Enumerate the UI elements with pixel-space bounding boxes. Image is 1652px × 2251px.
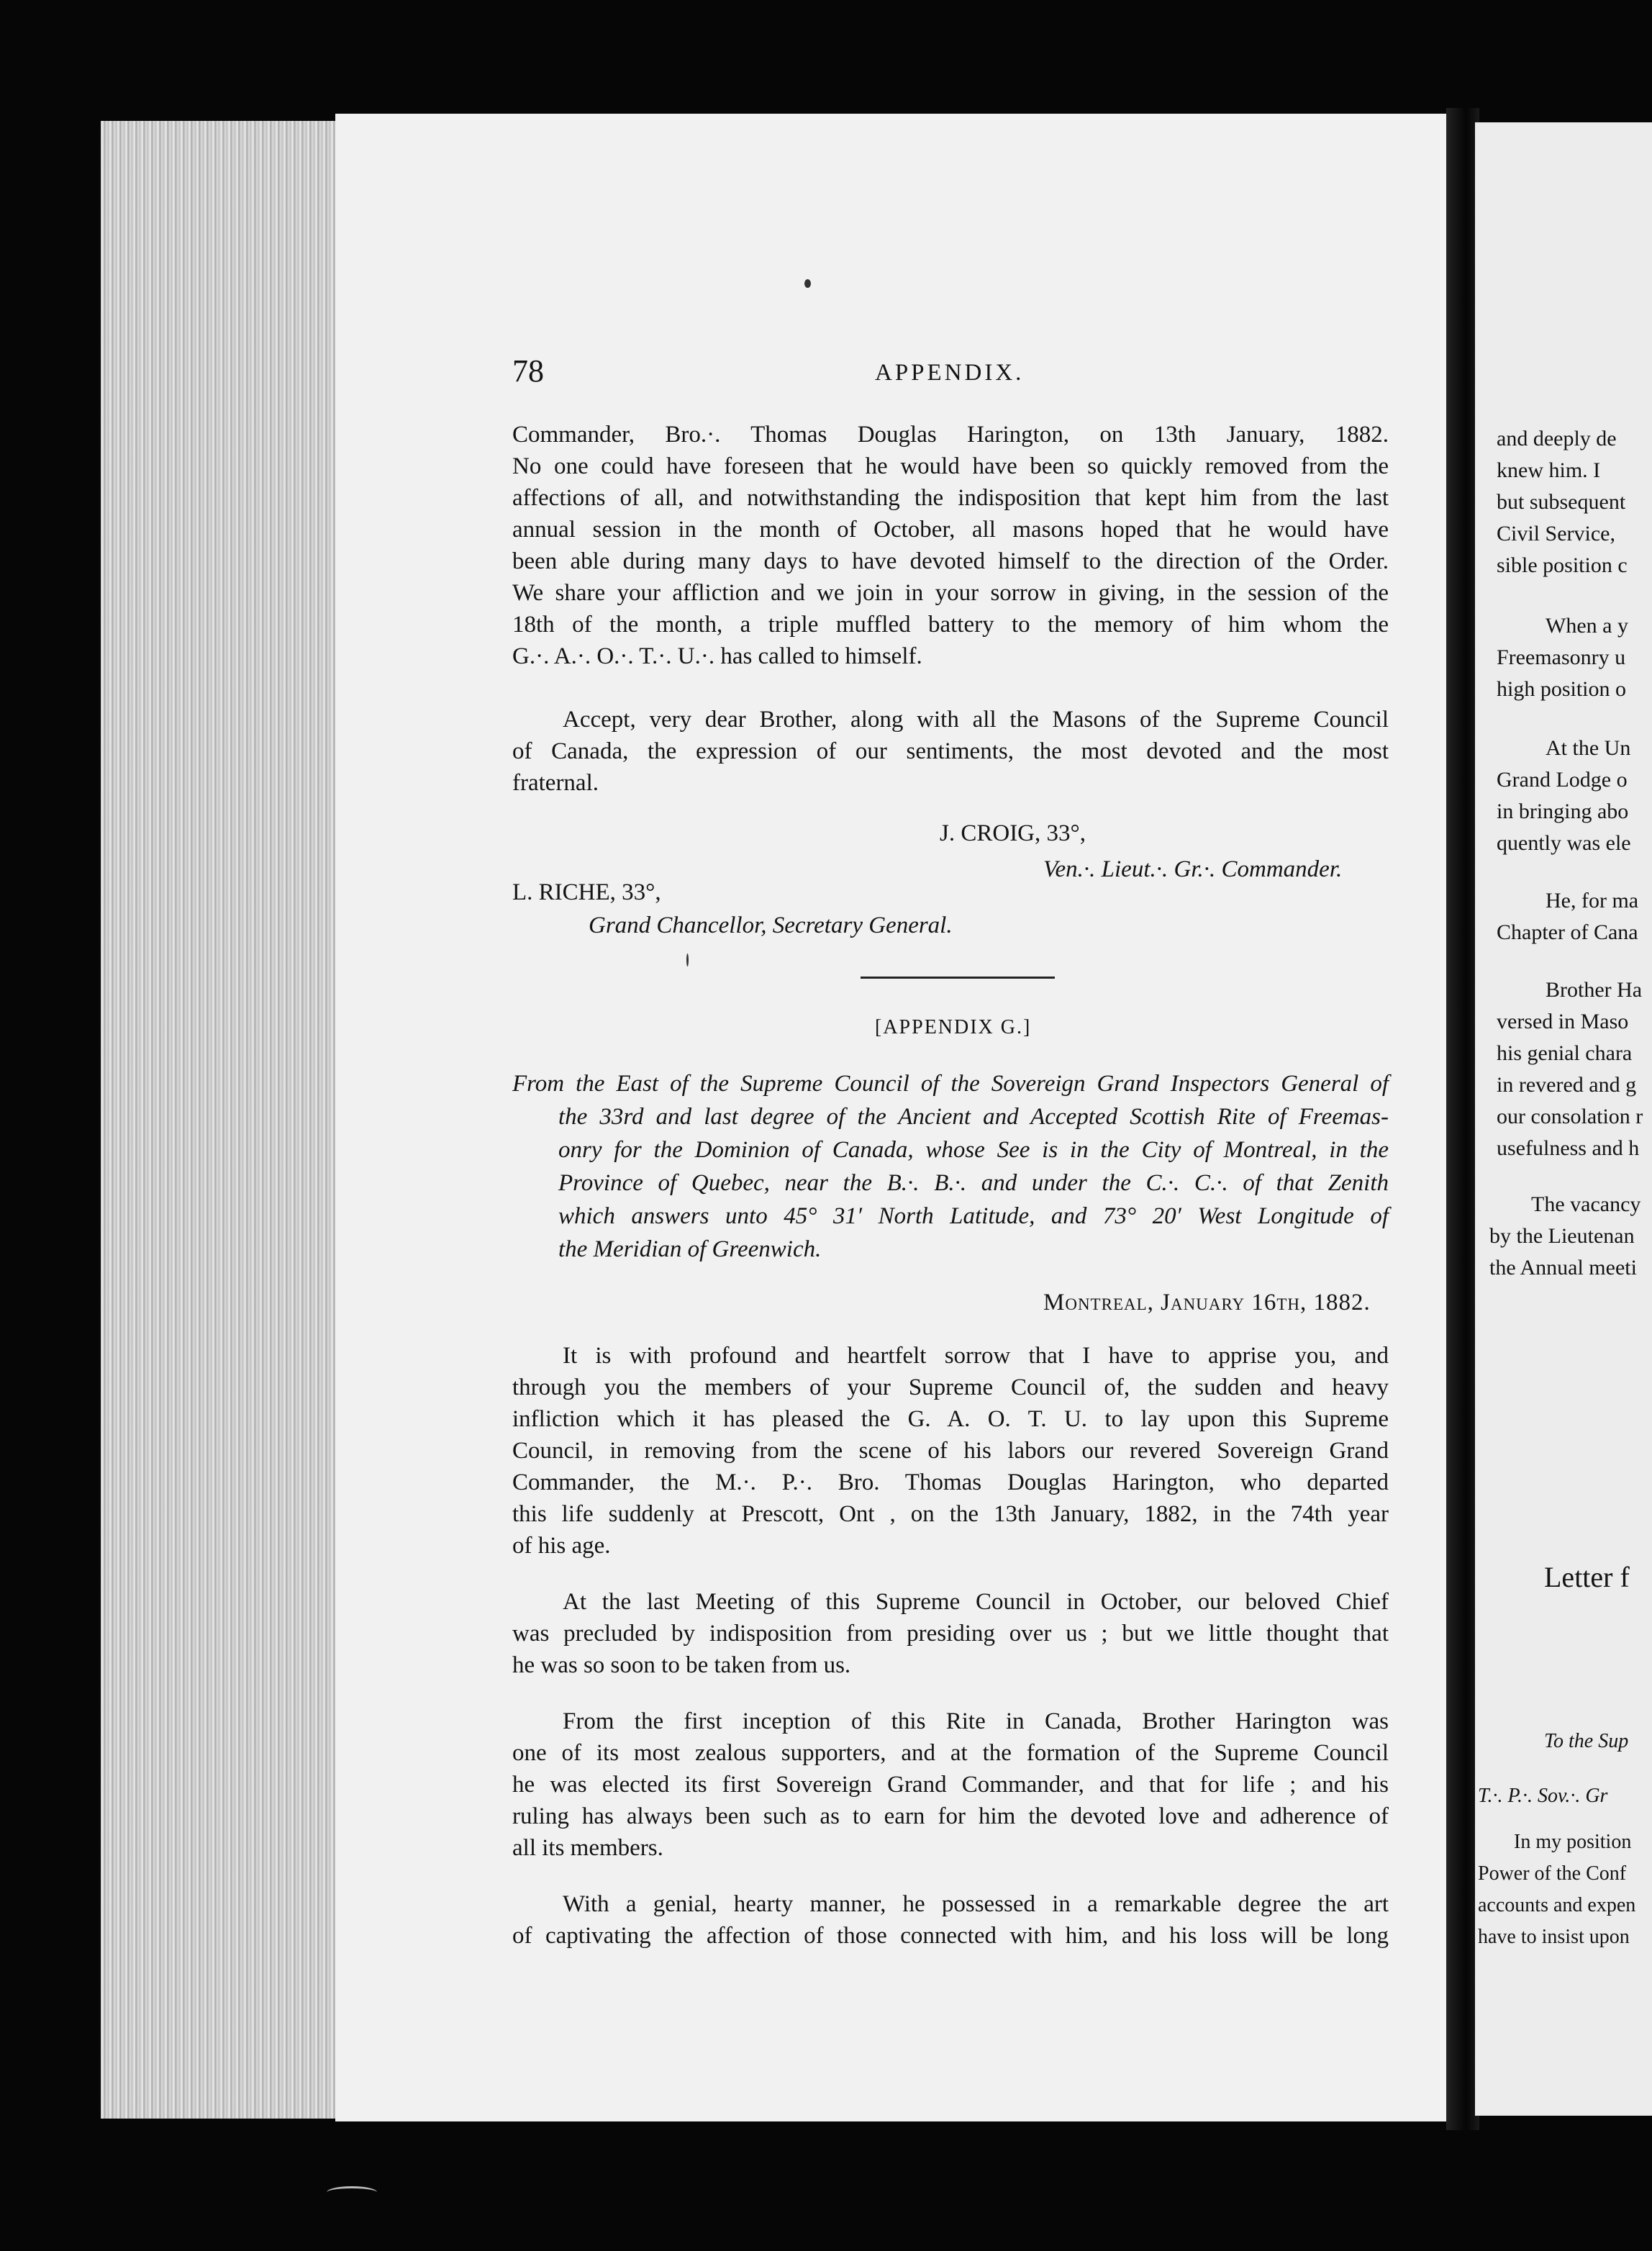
right-page-line: his genial chara xyxy=(1497,1041,1633,1065)
right-page-line: in bringing abo xyxy=(1497,800,1629,823)
body-line: Commander, the M.·. P.·. Bro. Thomas Douglas Harington, who departed xyxy=(512,1469,1389,1495)
body-line: Council, in removing from the scene of his labors our revered Sovereign Grand xyxy=(512,1438,1389,1464)
right-page-line: accounts and expen xyxy=(1478,1894,1636,1916)
body-line: of his age. xyxy=(512,1533,611,1559)
letter-line: affections of all, and notwithstanding the indisposition that kept him from the last xyxy=(512,485,1389,511)
letter-line: No one could have foreseen that he would have been so quickly removed from the xyxy=(512,453,1389,479)
right-page-line: our consolation r xyxy=(1497,1105,1643,1128)
letter-line: annual session in the month of October, all masons hoped that he would have xyxy=(512,517,1389,543)
right-page-line: the Annual meeti xyxy=(1489,1256,1637,1280)
right-page-line: Grand Lodge o xyxy=(1497,768,1628,792)
body-line: he was elected its first Sovereign Grand Commander, and that for life ; and his xyxy=(512,1772,1389,1798)
body-line: this life suddenly at Prescott, Ont , on the 13th January, 1882, in the 74th year xyxy=(512,1501,1389,1527)
right-page-line: Brother Ha xyxy=(1546,978,1643,1002)
right-page-line: usefulness and h xyxy=(1497,1136,1640,1160)
right-page-line: He, for ma xyxy=(1546,889,1639,912)
body-line: From the first inception of this Rite in Canada, Brother Harington was xyxy=(563,1708,1389,1734)
right-page-line: The vacancy xyxy=(1531,1192,1641,1216)
right-page-heading: Letter f xyxy=(1544,1561,1630,1593)
right-page-line: high position o xyxy=(1497,677,1627,701)
letter-line: G.·. A.·. O.·. T.·. U.·. has called to himself. xyxy=(512,643,922,669)
right-page-line: have to insist upon xyxy=(1478,1926,1630,1948)
from-line: which answers unto 45° 31′ North Latitude, and 73° 20′ West Longitude of xyxy=(558,1203,1389,1229)
right-page-line: but subsequent xyxy=(1497,490,1626,514)
from-line: the 33rd and last degree of the Ancient and Accepted Scottish Rite of Freemas- xyxy=(558,1104,1389,1130)
letter-line: We share your affliction and we join in your sorrow in giving, in the session of the xyxy=(512,580,1389,606)
right-page-line: and deeply de xyxy=(1497,427,1617,450)
body-line: of captivating the affection of those connected with him, and his loss will be long xyxy=(512,1923,1389,1949)
letter-line: Commander, Bro.·. Thomas Douglas Harington, on 13th January, 1882. xyxy=(512,422,1389,448)
letter-line: 18th of the month, a triple muffled battery to the memory of him whom the xyxy=(512,612,1389,638)
right-page-line: quently was ele xyxy=(1497,831,1631,855)
right-page-text xyxy=(1475,122,1652,2116)
page-number: 78 xyxy=(512,353,544,389)
accept-line: of Canada, the expression of our sentiments, the most devoted and the most xyxy=(512,738,1389,764)
page-edges xyxy=(101,121,338,2119)
body-line: infliction which it has pleased the G. A. O. T. U. to lay upon this Supreme xyxy=(512,1406,1389,1432)
appendix-heading: [APPENDIX G.] xyxy=(875,1016,1032,1038)
right-page-line: Chapter of Cana xyxy=(1497,920,1638,944)
body-line: At the last Meeting of this Supreme Council in October, our beloved Chief xyxy=(563,1589,1389,1615)
signature-croig-title: Ven.·. Lieut.·. Gr.·. Commander. xyxy=(1043,856,1343,882)
signature-croig: J. CROIG, 33°, xyxy=(940,820,1086,846)
right-page-line: by the Lieutenan xyxy=(1489,1224,1635,1248)
from-line: onry for the Dominion of Canada, whose See is in the City of Montreal, in the xyxy=(558,1137,1389,1163)
right-page-line: knew him. I xyxy=(1497,458,1601,482)
letter-line: been able during many days to have devoted himself to the direction of the Order. xyxy=(512,548,1389,574)
from-line: From the East of the Supreme Council of the Sovereign Grand Inspectors General of xyxy=(512,1071,1389,1097)
accept-line: fraternal. xyxy=(512,770,599,796)
dateline: Montreal, January 16th, 1882. xyxy=(1043,1290,1371,1315)
film-scratch xyxy=(327,2186,377,2198)
right-page-line: When a y xyxy=(1546,614,1628,638)
body-line: he was so soon to be taken from us. xyxy=(512,1652,851,1678)
body-line: ruling has always been such as to earn for him the devoted love and adherence of xyxy=(512,1803,1389,1829)
right-page-line: sible position c xyxy=(1497,553,1628,577)
right-page-line: At the Un xyxy=(1546,736,1631,760)
right-page-line: In my position xyxy=(1514,1831,1632,1853)
right-page-line: Civil Service, xyxy=(1497,522,1615,545)
right-page-line: Power of the Conf xyxy=(1478,1862,1627,1885)
running-title: APPENDIX. xyxy=(875,360,1025,386)
right-page-line: T.·. P.·. Sov.·. Gr xyxy=(1478,1785,1608,1807)
accept-line: Accept, very dear Brother, along with all the Masons of the Supreme Council xyxy=(563,707,1389,733)
right-page-line: versed in Maso xyxy=(1497,1010,1629,1033)
right-page-line: Freemasonry u xyxy=(1497,646,1626,669)
right-page-line: in revered and g xyxy=(1497,1073,1637,1097)
body-line: It is with profound and heartfelt sorrow that I have to apprise you, and xyxy=(563,1343,1389,1369)
signature-riche: L. RICHE, 33°, xyxy=(512,879,661,905)
from-line: the Meridian of Greenwich. xyxy=(558,1236,822,1262)
body-line: was precluded by indisposition from presiding over us ; but we little thought that xyxy=(512,1621,1389,1647)
body-line: through you the members of your Supreme Council of, the sudden and heavy xyxy=(512,1374,1389,1400)
signature-riche-title: Grand Chancellor, Secretary General. xyxy=(589,912,953,938)
body-line: one of its most zealous supporters, and at the formation of the Supreme Council xyxy=(512,1740,1389,1766)
ink-speck xyxy=(804,279,811,288)
from-line: Province of Quebec, near the B.·. B.·. and under the C.·. C.·. of that Zenith xyxy=(558,1170,1389,1196)
right-page-line: To the Sup xyxy=(1544,1730,1629,1752)
section-rule xyxy=(861,977,1055,979)
body-line: With a genial, hearty manner, he possessed in a remarkable degree the art xyxy=(563,1891,1389,1917)
body-line: all its members. xyxy=(512,1835,663,1861)
ink-speck xyxy=(686,954,689,966)
